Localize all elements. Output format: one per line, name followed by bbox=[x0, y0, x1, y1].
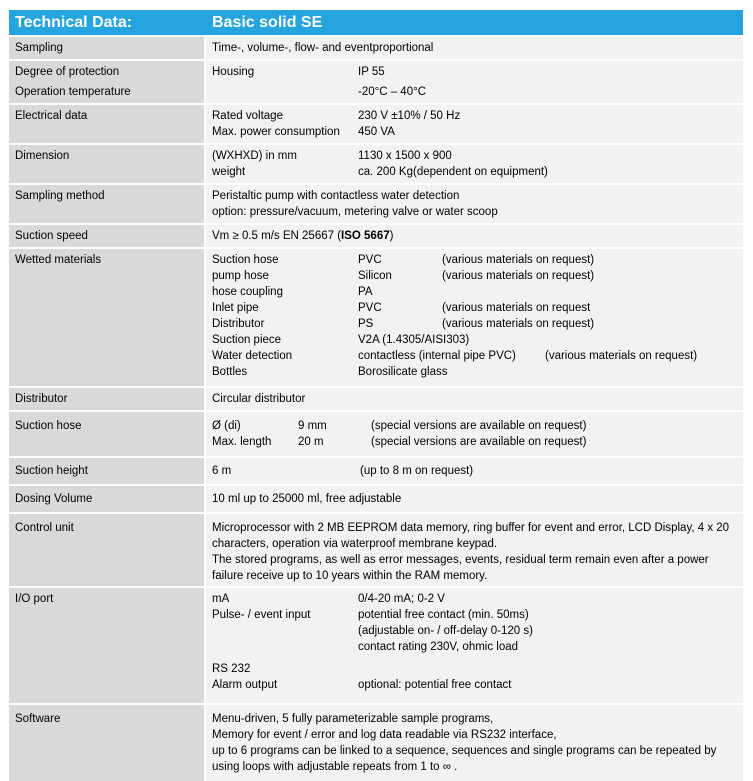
row-label: Suction hose bbox=[9, 412, 204, 456]
row-control-unit: Control unit Microprocessor with 2 MB EEPROM data memory, ring buffer for event and error, LCD Display, 4 x 20 characters, operation via waterproof membrane keypad. The stored programs, as well as error messages, events, residual term remain even after a power failure receive up to 10 years within the RAM memory. bbox=[9, 514, 743, 586]
row-label: Software bbox=[9, 705, 204, 781]
row-protection: Degree of protection Operation temperature Housing IP 55 -20°C – 40°C bbox=[9, 61, 743, 103]
row-label: Wetted materials bbox=[9, 249, 204, 386]
row-distributor bbox=[9, 388, 743, 410]
row-io-port: I/O port mA 0/4-20 mA; 0-2 V Pulse- / event input potential free contact (min. 50ms) (adjustable on- / off-delay 0-120 s) contact rating 230V, ohmic load RS 232 Alarm output optional: potential free contact bbox=[9, 588, 743, 703]
row-label: Control unit bbox=[9, 514, 204, 586]
header-right: Basic solid SE bbox=[212, 13, 323, 31]
header-left: Technical Data: bbox=[15, 13, 133, 31]
row-label: Suction height bbox=[9, 458, 204, 484]
row-sampling-method: Sampling method Peristaltic pump with contactless water detection option: pressure/vacuum, metering valve or water scoop bbox=[9, 185, 743, 223]
row-label: Degree of protection bbox=[15, 66, 120, 78]
row-electrical: Electrical data Rated voltage 230 V ±10% / 50 Hz Max. power consumption 450 VA bbox=[9, 105, 743, 143]
row-label: Electrical data bbox=[9, 105, 204, 143]
row-sampling bbox=[9, 37, 743, 59]
row-suction-hose: Suction hose Ø (di) 9 mm (special versions are available on request) Max. length 20 m (special versions are available on request) bbox=[9, 412, 743, 456]
row-label: Suction speed bbox=[9, 225, 204, 247]
row-value: Circular distributor bbox=[206, 388, 743, 410]
row-value: 10 ml up to 25000 ml, free adjustable bbox=[206, 486, 743, 512]
row-dosing-volume bbox=[9, 486, 743, 512]
row-label: I/O port bbox=[9, 588, 204, 703]
row-wetted-materials: Wetted materials Suction hose PVC (various materials on request) pump hose Silicon (various materials on request) hose coupling PA Inlet pipe PVC (various materials on request Distributor PS (various materials on request) Suction piece V2A (1.4305/AISI303) Water detection contactless (internal pipe PVC) (various materials on request) Bottles Borosilicate glass bbox=[9, 249, 743, 386]
row-dimension: Dimension (WXHXD) in mm 1130 x 1500 x 900 weight ca. 200 Kg(dependent on equipment) bbox=[9, 145, 743, 183]
row-label: Distributor bbox=[9, 388, 204, 410]
row-label: Operation temperature bbox=[15, 86, 131, 98]
row-suction-height: Suction height 6 m (up to 8 m on request) bbox=[9, 458, 743, 484]
row-software: Software Menu-driven, 5 fully parameterizable sample programs, Memory for event / error and log data readable via RS232 interface, up to 6 programs can be linked to a sequence, sequences and single programs can be repeated by using loops with adjustable repeats from 1 to ∞ . bbox=[9, 705, 743, 781]
row-label: Sampling method bbox=[9, 185, 204, 223]
row-value: Time-, volume-, flow- and eventproportional bbox=[206, 37, 743, 59]
row-label: Sampling bbox=[9, 37, 204, 59]
row-label: Dimension bbox=[9, 145, 204, 183]
table-header bbox=[9, 10, 743, 35]
row-suction-speed: Suction speed Vm ≥ 0.5 m/s EN 25667 (ISO 5667) bbox=[9, 225, 743, 247]
technical-data-table bbox=[9, 10, 743, 781]
row-label: Dosing Volume bbox=[9, 486, 204, 512]
